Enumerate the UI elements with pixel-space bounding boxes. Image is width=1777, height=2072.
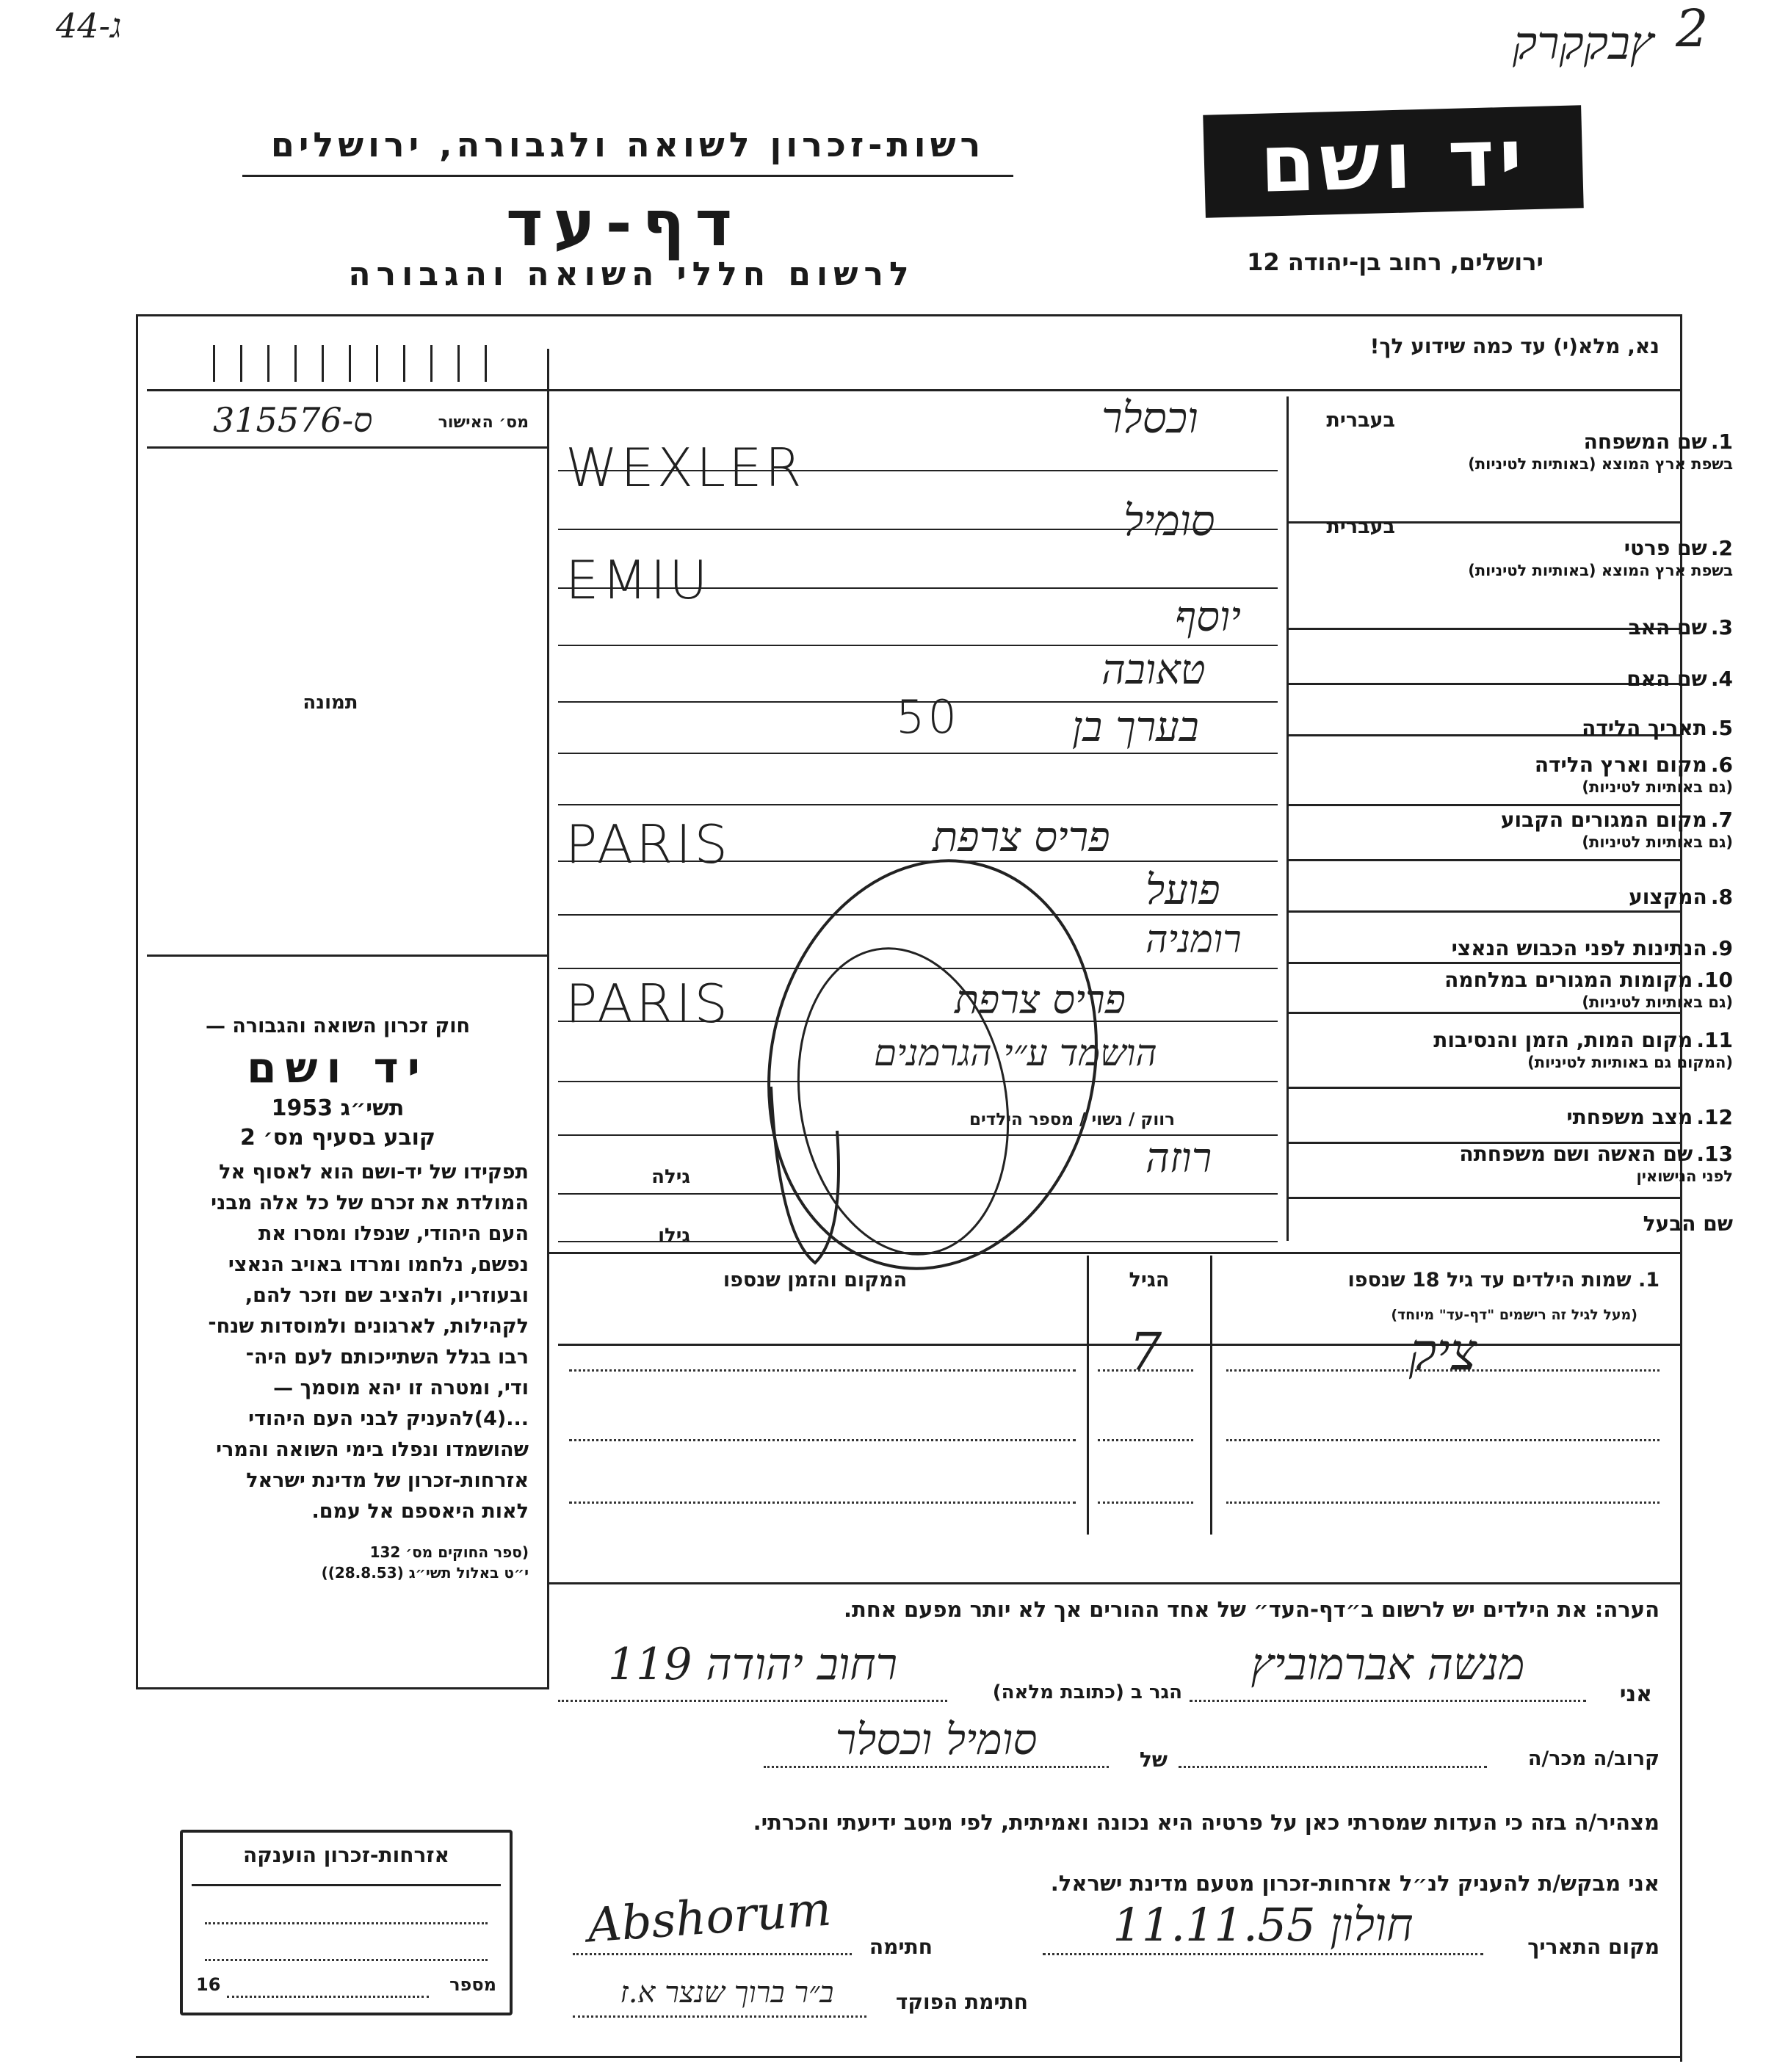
field-label-11: 11. מקום המות, הזמן והנסיבות (המקום גם באותיות לטיניות): [1433, 1028, 1733, 1071]
law-text-line: נפשם, נלחמו ומרדו באויב הנאצי: [228, 1253, 529, 1276]
stamp-prefix: 16: [196, 1974, 221, 1995]
children-col-age: הגיל: [1129, 1269, 1170, 1292]
law-text-line: המולדת את זכרם של כל אלה מבני: [211, 1192, 529, 1214]
official-label: חתימת הפוקד: [895, 1990, 1028, 2014]
family-name-latin: WEXLER: [565, 437, 805, 499]
org-underline: [242, 175, 1013, 177]
mother-name: טאובה: [1101, 646, 1206, 694]
field-tag-hebrew: בעברית: [1326, 409, 1395, 432]
children-col-names-sub: (מעל לגיל זה רישמים "דף-עד" מיוחד): [1391, 1307, 1637, 1323]
truth-statement: מצהיר/ה בזה כי העדות שמסרתי כאן על פרטיה היא נכונה ואמיתית, לפי מיטב ידיעתי והכרתי.: [753, 1810, 1660, 1835]
official-signature: ב״ר ברוך שנצר א.ז: [620, 1976, 834, 2010]
residence-latin: PARIS: [565, 814, 731, 875]
birth-age: 50: [896, 690, 960, 744]
field-label-12: 12. מצב משפחתי: [1566, 1105, 1733, 1129]
law-text-line: שהושמדו ונפלו בימי השואה והמרי: [216, 1438, 529, 1461]
law-title: חוק זכרון השואה והגבורה —: [205, 1015, 471, 1037]
occupation: פועל: [1146, 866, 1220, 914]
field-label-4: 4. שם האם: [1626, 667, 1733, 691]
tick-row: [213, 345, 512, 385]
law-text-line: אזרחות-זכרון של מדינת ישראל: [246, 1469, 529, 1492]
wife-name: רוזה: [1146, 1134, 1212, 1182]
law-text: [147, 1157, 529, 1527]
signature: Abshorum: [585, 1882, 833, 1954]
photo-label: תמונה: [303, 692, 358, 714]
law-text-line: ודי, ומטרה זו יהא מוסמך —: [273, 1377, 529, 1399]
note-text: הערה: את הילדים יש לרשום ב״דף-העד״ של אחד ההורים אך לא יותר מפעם אחת.: [844, 1597, 1660, 1622]
law-text-line: רבו בגלל השתייכותם לעם היה־: [245, 1346, 529, 1369]
marital-status-options: רווק / נשוי / מספר הילדים: [969, 1110, 1175, 1129]
of-label: של: [1139, 1747, 1168, 1772]
law-text-line: העם היהודי, שנפלו ומסרו את: [258, 1222, 529, 1245]
law-ref-2: י״ט באלול תשי״ג (28.8.53)): [321, 1564, 529, 1582]
field-label-5: 5. תאריך הלידה: [1582, 716, 1733, 740]
field-label-10: 10. מקומות המגורים במלחמה (גם באותיות לטיניות): [1444, 968, 1733, 1011]
form-title: דף-עד: [505, 187, 743, 261]
place-date-value: חולון 11.11.55: [1112, 1898, 1414, 1952]
instructions: נא, מלא(י) עד כמה שידוע לך!: [1369, 334, 1660, 358]
law-text-line: לקהילות, לארגונים ולמוסדות שנח־: [208, 1315, 529, 1338]
law-year: תשי״ג 1953: [271, 1095, 405, 1121]
wife-age-label: גילה: [651, 1166, 690, 1188]
address-label: הגר ב (כתובת מלאה): [992, 1681, 1182, 1703]
law-text-line: ...(4)להעניק לבני העם היהודי: [248, 1408, 529, 1430]
field-tag-hebrew: בעברית: [1326, 515, 1395, 538]
citizenship-stamp-box: [180, 1830, 513, 2015]
nationality: רומניה: [1146, 918, 1242, 962]
place-date-label: מקום התאריך: [1527, 1935, 1660, 1959]
field-label-14: שם הבעל: [1643, 1211, 1733, 1236]
pen-circle-annotation: [734, 822, 1146, 1292]
wartime-residence-hebrew: פריס צרפת: [955, 977, 1126, 1023]
request-statement: אני מבקש/ת להעניק לנ״ל אזרחות-זכרון מטעם מדינת ישראל.: [1050, 1871, 1660, 1896]
child-name: ציק: [1408, 1322, 1477, 1382]
field-label-13: 13. שם האשה ושם משפחתה לפני הנישואין: [1459, 1142, 1733, 1185]
wartime-residence-latin: PARIS: [565, 973, 731, 1035]
birth-date: בערך בן: [1072, 703, 1199, 751]
relative-of-name: סומיל וכסלר: [835, 1714, 1038, 1764]
law-block: [147, 1012, 529, 1583]
declaration-i: אני: [1619, 1681, 1652, 1707]
logo: יד ושם: [1203, 105, 1583, 217]
relative-label: קרוב/ה מכר/ה: [1527, 1747, 1660, 1770]
first-name-latin: EMIU: [565, 549, 711, 611]
law-text-line: ובעוזריו, ולהציב שם וזכר להם,: [245, 1284, 529, 1307]
field-label-6: 6. מקום וארץ הלידה (גם באותיות לטיניות): [1534, 753, 1733, 796]
children-col-place: המקום והזמן שנספו: [723, 1269, 908, 1292]
field-label-2: 2. שם פרטי בשפת ארץ המוצא (באותיות לטיניות): [1468, 536, 1733, 579]
death-circumstances: הושמד ע״י הגרמנים: [874, 1032, 1157, 1074]
father-name: יוסף: [1175, 593, 1241, 641]
declarant-address: רחוב יהודה 119: [607, 1639, 898, 1690]
form-subtitle: לרשום חללי השואה והגבורה: [348, 256, 915, 293]
law-section: קובע בסעיף מס׳ 2: [239, 1125, 436, 1151]
address: ירושלים, רחוב בן-יהודה 12: [1247, 248, 1543, 276]
family-name-hebrew: וכסלר: [1101, 393, 1198, 443]
law-ref: (ספר החוקים מס׳ 132: [369, 1543, 529, 1561]
org-line: רשות-זכרון לשואה ולגבורה, ירושלים: [270, 125, 985, 164]
top-right-scribble: ץבקקרק: [1513, 16, 1654, 70]
law-text-line: תפקידו של יד-ושם הוא לאסוף אל: [219, 1161, 529, 1184]
children-col-names: 1. שמות הילדים עד גיל 18 שנספו: [1347, 1269, 1660, 1292]
law-name: יד ושם: [247, 1043, 429, 1093]
child-age: 7: [1129, 1322, 1162, 1382]
residence-hebrew: פריס צרפת: [933, 814, 1110, 861]
stamp-title: אזרחות-זכרון הוענקה: [243, 1843, 449, 1867]
top-left-mark: ג-44: [56, 6, 122, 46]
field-label-7: 7. מקום המגורים הקבוע (גם באותיות לטיניות): [1500, 808, 1733, 851]
declarant-name: מנשה אברמוביץ: [1251, 1639, 1525, 1690]
top-right-number: 2: [1676, 0, 1709, 59]
field-label-9: 9. הנתינות לפני הכבוש הנאצי: [1451, 936, 1733, 960]
field-label-1: 1. שם המשפחה בשפת ארץ המוצא (באותיות לטיניות): [1468, 430, 1733, 473]
certificate-label: מס׳ האישור: [438, 413, 529, 432]
certificate-number: 315576-ס: [213, 400, 373, 440]
stamp-number-label: מספר: [449, 1974, 496, 1995]
first-name-hebrew: סומיל: [1123, 496, 1215, 546]
husband-age-label: גילו: [658, 1225, 690, 1247]
field-label-8: 8. המקצוע: [1629, 885, 1733, 909]
field-label-3: 3. שם האב: [1628, 615, 1733, 640]
signature-label: חתימה: [869, 1935, 933, 1959]
law-text-line: לאות היאספם אל עמם.: [311, 1500, 529, 1523]
